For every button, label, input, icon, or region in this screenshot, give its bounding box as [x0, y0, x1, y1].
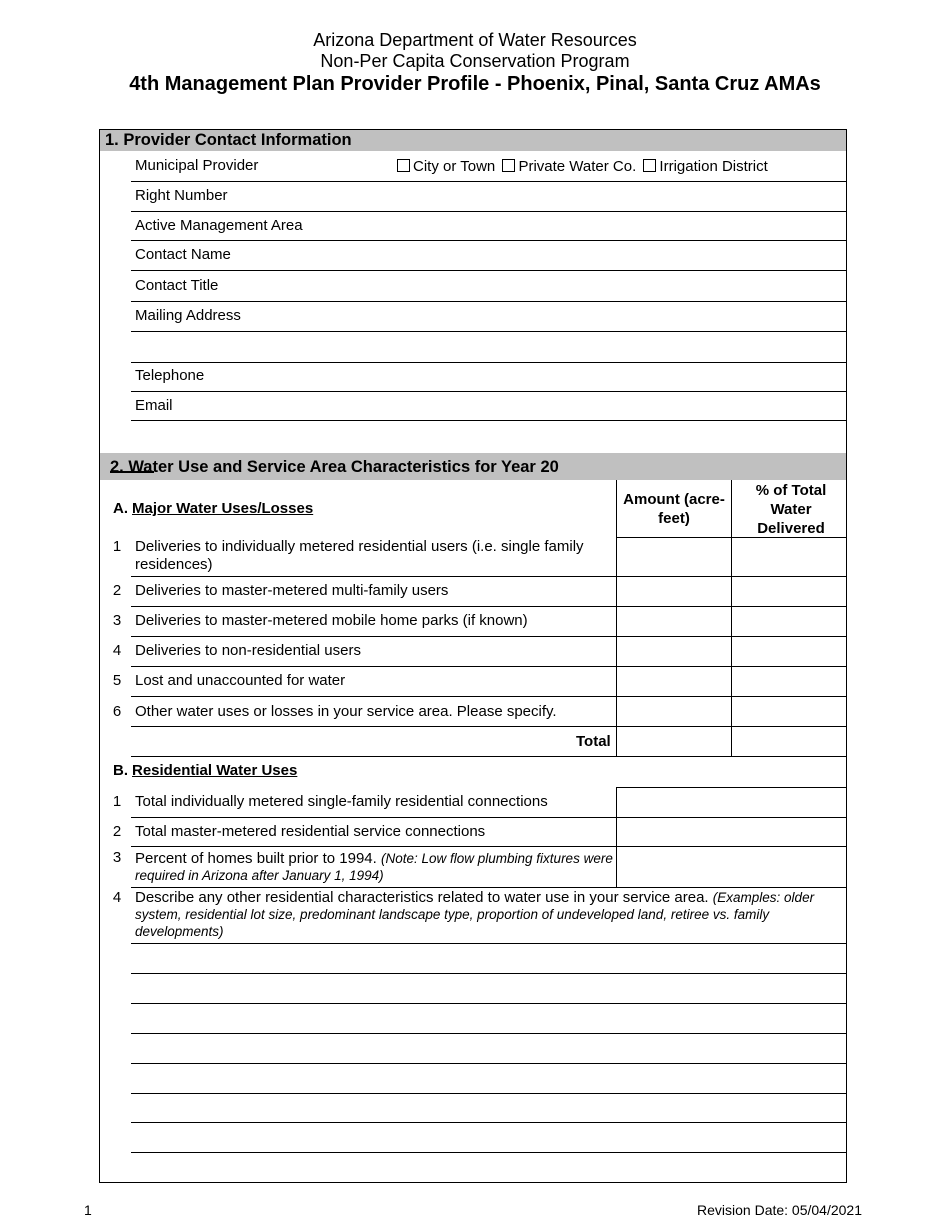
rowA4-text: Deliveries to non-residential users: [135, 642, 361, 659]
ama-label: Active Management Area: [135, 217, 303, 234]
description-line[interactable]: [131, 1003, 846, 1004]
col-percent-header: % of Total Water Delivered: [755, 482, 827, 537]
rowB3-num: 3: [112, 849, 122, 866]
ama-field[interactable]: [131, 240, 846, 241]
rowA2-line: [131, 606, 846, 607]
email-label: Email: [135, 397, 173, 414]
partB-col-divider: [616, 787, 617, 887]
right-number-field[interactable]: [131, 211, 846, 212]
rowB4-num: 4: [112, 889, 122, 906]
rowB1-num: 1: [112, 793, 122, 810]
section1-heading: 1. Provider Contact Information: [105, 131, 352, 149]
description-line[interactable]: [131, 1063, 846, 1064]
description-line[interactable]: [131, 1152, 846, 1153]
rowB4-text: [135, 889, 843, 940]
mailing-address-field[interactable]: [131, 331, 846, 332]
description-line[interactable]: [131, 1093, 846, 1094]
description-line[interactable]: [131, 943, 846, 944]
rowA3-num: 3: [112, 612, 122, 629]
rowA1-text: Deliveries to individually metered residential users (i.e. single family residences): [135, 538, 584, 573]
form-title: 4th Management Plan Provider Profile - Phoenix, Pinal, Santa Cruz AMAs: [129, 73, 821, 95]
rule: [616, 537, 846, 538]
rowA6-line: [131, 726, 846, 727]
revision-date: Revision Date: 05/04/2021: [697, 1202, 862, 1218]
rowA2-num: 2: [112, 582, 122, 599]
section1-band: [100, 130, 846, 151]
private-water-label: Private Water Co.: [518, 158, 637, 175]
description-line[interactable]: [131, 973, 846, 974]
section2-band: [100, 453, 846, 480]
agency-name: Arizona Department of Water Resources: [313, 30, 637, 50]
telephone-field[interactable]: [131, 391, 846, 392]
page-number: 1: [84, 1202, 92, 1218]
rowA3-text: Deliveries to master-metered mobile home parks (if known): [135, 612, 528, 629]
partB-label: B.: [113, 762, 128, 779]
col-amount-header: Amount (acre-feet): [623, 491, 725, 527]
rowB3-main: Percent of homes built prior to 1994.: [135, 850, 377, 867]
section2-heading-text: 2. Water Use and Service Area Characteristics for Year 20: [110, 458, 559, 476]
rowA5-num: 5: [112, 672, 122, 689]
rowA4-line: [131, 666, 846, 667]
year-field[interactable]: [110, 457, 154, 473]
rowA5-line: [131, 696, 846, 697]
telephone-label: Telephone: [135, 367, 205, 384]
private-water-option[interactable]: [502, 158, 636, 175]
right-number-label: Right Number: [135, 187, 228, 204]
private-water-checkbox[interactable]: [502, 159, 515, 172]
total-label: Total: [576, 733, 611, 750]
city-town-label: City or Town: [413, 158, 496, 175]
irrigation-district-checkbox[interactable]: [643, 159, 656, 172]
email-field[interactable]: [131, 420, 846, 421]
rowB1-text: Total individually metered single-family residential connections: [135, 793, 548, 810]
rowA3-line: [131, 636, 846, 637]
contact-title-field[interactable]: [131, 301, 846, 302]
rowB4-main: Describe any other residential characteristics related to water use in your service area.: [135, 889, 709, 906]
rowA6-num: 6: [112, 703, 122, 720]
city-town-option[interactable]: [397, 158, 495, 175]
rowB2-line: [131, 846, 846, 847]
mailing-address-label: Mailing Address: [135, 307, 241, 324]
provider-type-options: [397, 158, 768, 176]
partA-label: A.: [113, 500, 128, 517]
description-line[interactable]: [131, 1033, 846, 1034]
rowB3-text: [135, 850, 613, 884]
contact-name-label: Contact Name: [135, 246, 231, 263]
rowB3-line: [131, 887, 846, 888]
total-line: [131, 756, 846, 757]
city-town-checkbox[interactable]: [397, 159, 410, 172]
rule: [131, 181, 846, 182]
rowA1-num: 1: [112, 538, 122, 555]
mailing-address-field-2[interactable]: [131, 362, 846, 363]
rowB4-note: (Examples: older system, residential lot size, predominant landscape type, proportion of undeveloped land, retiree vs. family developments): [135, 890, 815, 939]
rowA1-line: [131, 576, 846, 577]
rowA4-num: 4: [112, 642, 122, 659]
irrigation-district-option[interactable]: [643, 158, 767, 175]
rowA2-text: Deliveries to master-metered multi-family users: [135, 582, 449, 599]
partA-title: Major Water Uses/Losses: [132, 500, 314, 517]
rowB3-note: (Note: Low flow plumbing fixtures were required in Arizona after January 1, 1994): [135, 851, 613, 883]
rowB1-line: [131, 817, 846, 818]
partB-title: Residential Water Uses: [132, 762, 298, 779]
description-line[interactable]: [131, 1122, 846, 1123]
rowA6-text: Other water uses or losses in your service area. Please specify.: [135, 703, 557, 720]
rule: [616, 787, 846, 788]
municipal-provider-label: Municipal Provider: [135, 157, 259, 174]
rowA5-text: Lost and unaccounted for water: [135, 672, 346, 689]
irrigation-district-label: Irrigation District: [659, 158, 768, 175]
contact-title-label: Contact Title: [135, 277, 219, 294]
rowB2-num: 2: [112, 823, 122, 840]
program-name: Non-Per Capita Conservation Program: [320, 51, 630, 71]
col-divider-percent: [731, 480, 732, 757]
contact-name-field[interactable]: [131, 270, 846, 271]
rowB2-text: Total master-metered residential service connections: [135, 823, 486, 840]
